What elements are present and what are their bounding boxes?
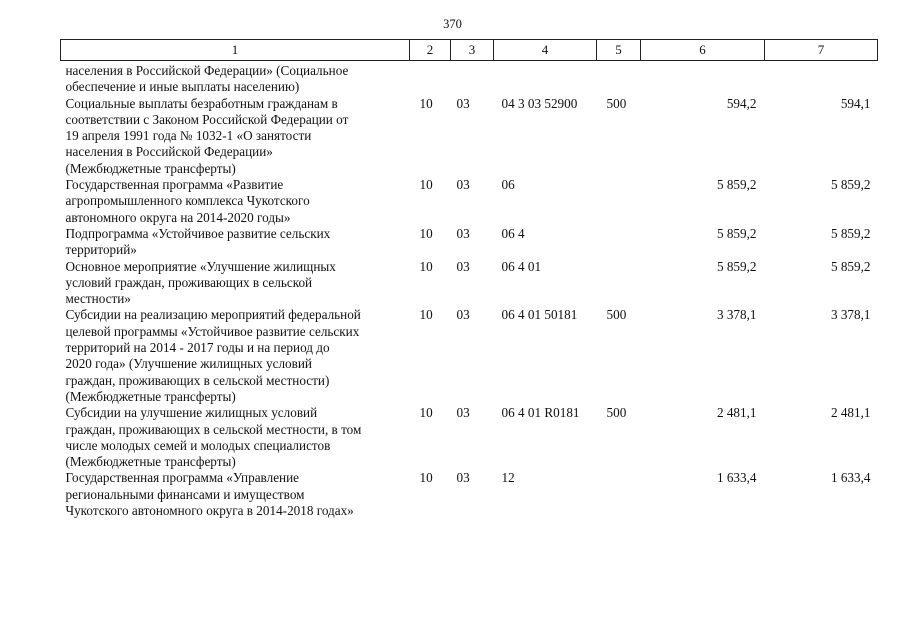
expense-type-code: 500: [606, 405, 627, 421]
target-article-code: 06: [501, 177, 515, 193]
subsection-code: 03: [456, 307, 470, 323]
table-body: [61, 61, 878, 520]
row-description: [61, 259, 410, 308]
row-description: [61, 405, 410, 470]
row-description: [61, 61, 410, 96]
amount-plan: 5 859,2: [716, 177, 757, 193]
table-row: [61, 61, 878, 96]
expense-type-code: [597, 177, 641, 226]
amount-actual: 594,1: [840, 95, 871, 111]
description-line: Государственная программа «Управление: [65, 470, 300, 486]
table-row: [61, 259, 878, 308]
description-line: Государственная программа «Развитие: [65, 177, 284, 193]
expense-type-code: [597, 470, 641, 519]
description-line: Социальные выплаты безработным гражданам в: [65, 95, 338, 111]
amount-plan: 1 633,4: [716, 470, 757, 486]
section-code: [410, 61, 451, 96]
expense-type-code: 500: [606, 307, 627, 323]
amount-plan: 3 378,1: [716, 307, 757, 323]
amount-plan: 5 859,2: [716, 225, 757, 241]
description-line: местности»: [65, 291, 131, 307]
section-code: 10: [419, 258, 433, 274]
header-col-3: 3: [451, 40, 494, 61]
amount-plan: 5 859,2: [716, 258, 757, 274]
amount-actual: 2 481,1: [830, 405, 871, 421]
description-line: Подпрограмма «Устойчивое развитие сельских: [65, 225, 331, 241]
header-col-5: 5: [597, 40, 641, 61]
header-col-1: 1: [61, 40, 410, 61]
header-col-4: 4: [494, 40, 597, 61]
description-line: условий граждан, проживающих в сельской: [65, 274, 313, 290]
target-article-code: 06 4 01 50181: [501, 307, 578, 323]
amount-plan: 594,2: [726, 95, 757, 111]
description-line: Основное мероприятие «Улучшение жилищных: [65, 258, 336, 274]
description-line: населения в Российской Федерации»: [65, 144, 273, 160]
row-description: [61, 96, 410, 177]
amount-plan: [641, 61, 765, 96]
description-line: соответствии с Законом Российской Федерации от: [65, 111, 349, 127]
table-row: [61, 226, 878, 259]
description-line: (Межбюджетные трансферты): [65, 388, 236, 404]
table-row: [61, 307, 878, 405]
target-article-code: 04 3 03 52900: [501, 95, 578, 111]
target-article-code: 06 4: [501, 225, 525, 241]
section-code: 10: [419, 177, 433, 193]
subsection-code: [451, 61, 494, 96]
description-line: Субсидии на реализацию мероприятий федеральной: [65, 307, 361, 323]
amount-actual: 1 633,4: [830, 470, 871, 486]
subsection-code: 03: [456, 258, 470, 274]
row-description: [61, 177, 410, 226]
description-line: агропромышленного комплекса Чукотского: [65, 193, 310, 209]
amount-actual: 5 859,2: [830, 225, 871, 241]
section-code: 10: [419, 470, 433, 486]
table-row: [61, 405, 878, 470]
table-row: [61, 177, 878, 226]
amount-actual: 5 859,2: [830, 177, 871, 193]
header-col-7: 7: [765, 40, 878, 61]
description-line: территорий»: [65, 242, 137, 258]
target-article-code: [494, 61, 597, 96]
table-row: [61, 96, 878, 177]
table-row: [61, 470, 878, 519]
row-description: [61, 470, 410, 519]
target-article-code: 06 4 01: [501, 258, 542, 274]
header-col-2: 2: [410, 40, 451, 61]
description-line: автономного округа на 2014-2020 годы»: [65, 209, 291, 225]
description-line: (Межбюджетные трансферты): [65, 160, 236, 176]
section-code: 10: [419, 307, 433, 323]
expense-type-code: [597, 61, 641, 96]
section-code: 10: [419, 225, 433, 241]
description-line: обеспечение и иные выплаты населению): [65, 79, 300, 95]
page-number: 370: [443, 17, 462, 31]
amount-actual: [765, 61, 878, 96]
subsection-code: 03: [456, 95, 470, 111]
amount-plan: 2 481,1: [716, 405, 757, 421]
header-col-6: 6: [641, 40, 765, 61]
expense-type-code: [597, 226, 641, 259]
row-description: [61, 307, 410, 405]
description-line: (Межбюджетные трансферты): [65, 454, 236, 470]
subsection-code: 03: [456, 225, 470, 241]
amount-actual: 3 378,1: [830, 307, 871, 323]
description-line: 19 апреля 1991 года № 1032-1 «О занятости: [65, 128, 312, 144]
section-code: 10: [419, 95, 433, 111]
description-line: 2020 года» (Улучшение жилищных условий: [65, 356, 312, 372]
description-line: целевой программы «Устойчивое развитие сельских: [65, 323, 360, 339]
description-line: населения в Российской Федерации» (Социальное: [65, 63, 349, 78]
description-line: граждан, проживающих в сельской местности, в том: [65, 421, 362, 437]
target-article-code: 12: [501, 470, 515, 486]
description-line: числе молодых семей и молодых специалистов: [65, 437, 331, 453]
description-line: территорий на 2014 - 2017 годы и на период до: [65, 340, 330, 356]
description-line: региональными финансами и имуществом: [65, 486, 305, 502]
header-row: [61, 40, 878, 61]
subsection-code: 03: [456, 177, 470, 193]
row-description: [61, 226, 410, 259]
description-line: граждан, проживающих в сельской местности): [65, 372, 330, 388]
target-article-code: 06 4 01 R0181: [501, 405, 580, 421]
subsection-code: 03: [456, 405, 470, 421]
subsection-code: 03: [456, 470, 470, 486]
amount-actual: 5 859,2: [830, 258, 871, 274]
description-line: Чукотского автономного округа в 2014-2018 годах»: [65, 503, 354, 519]
description-line: Субсидии на улучшение жилищных условий: [65, 405, 318, 421]
expense-type-code: [597, 259, 641, 308]
section-code: 10: [419, 405, 433, 421]
expense-type-code: 500: [606, 95, 627, 111]
budget-table: [60, 39, 878, 519]
